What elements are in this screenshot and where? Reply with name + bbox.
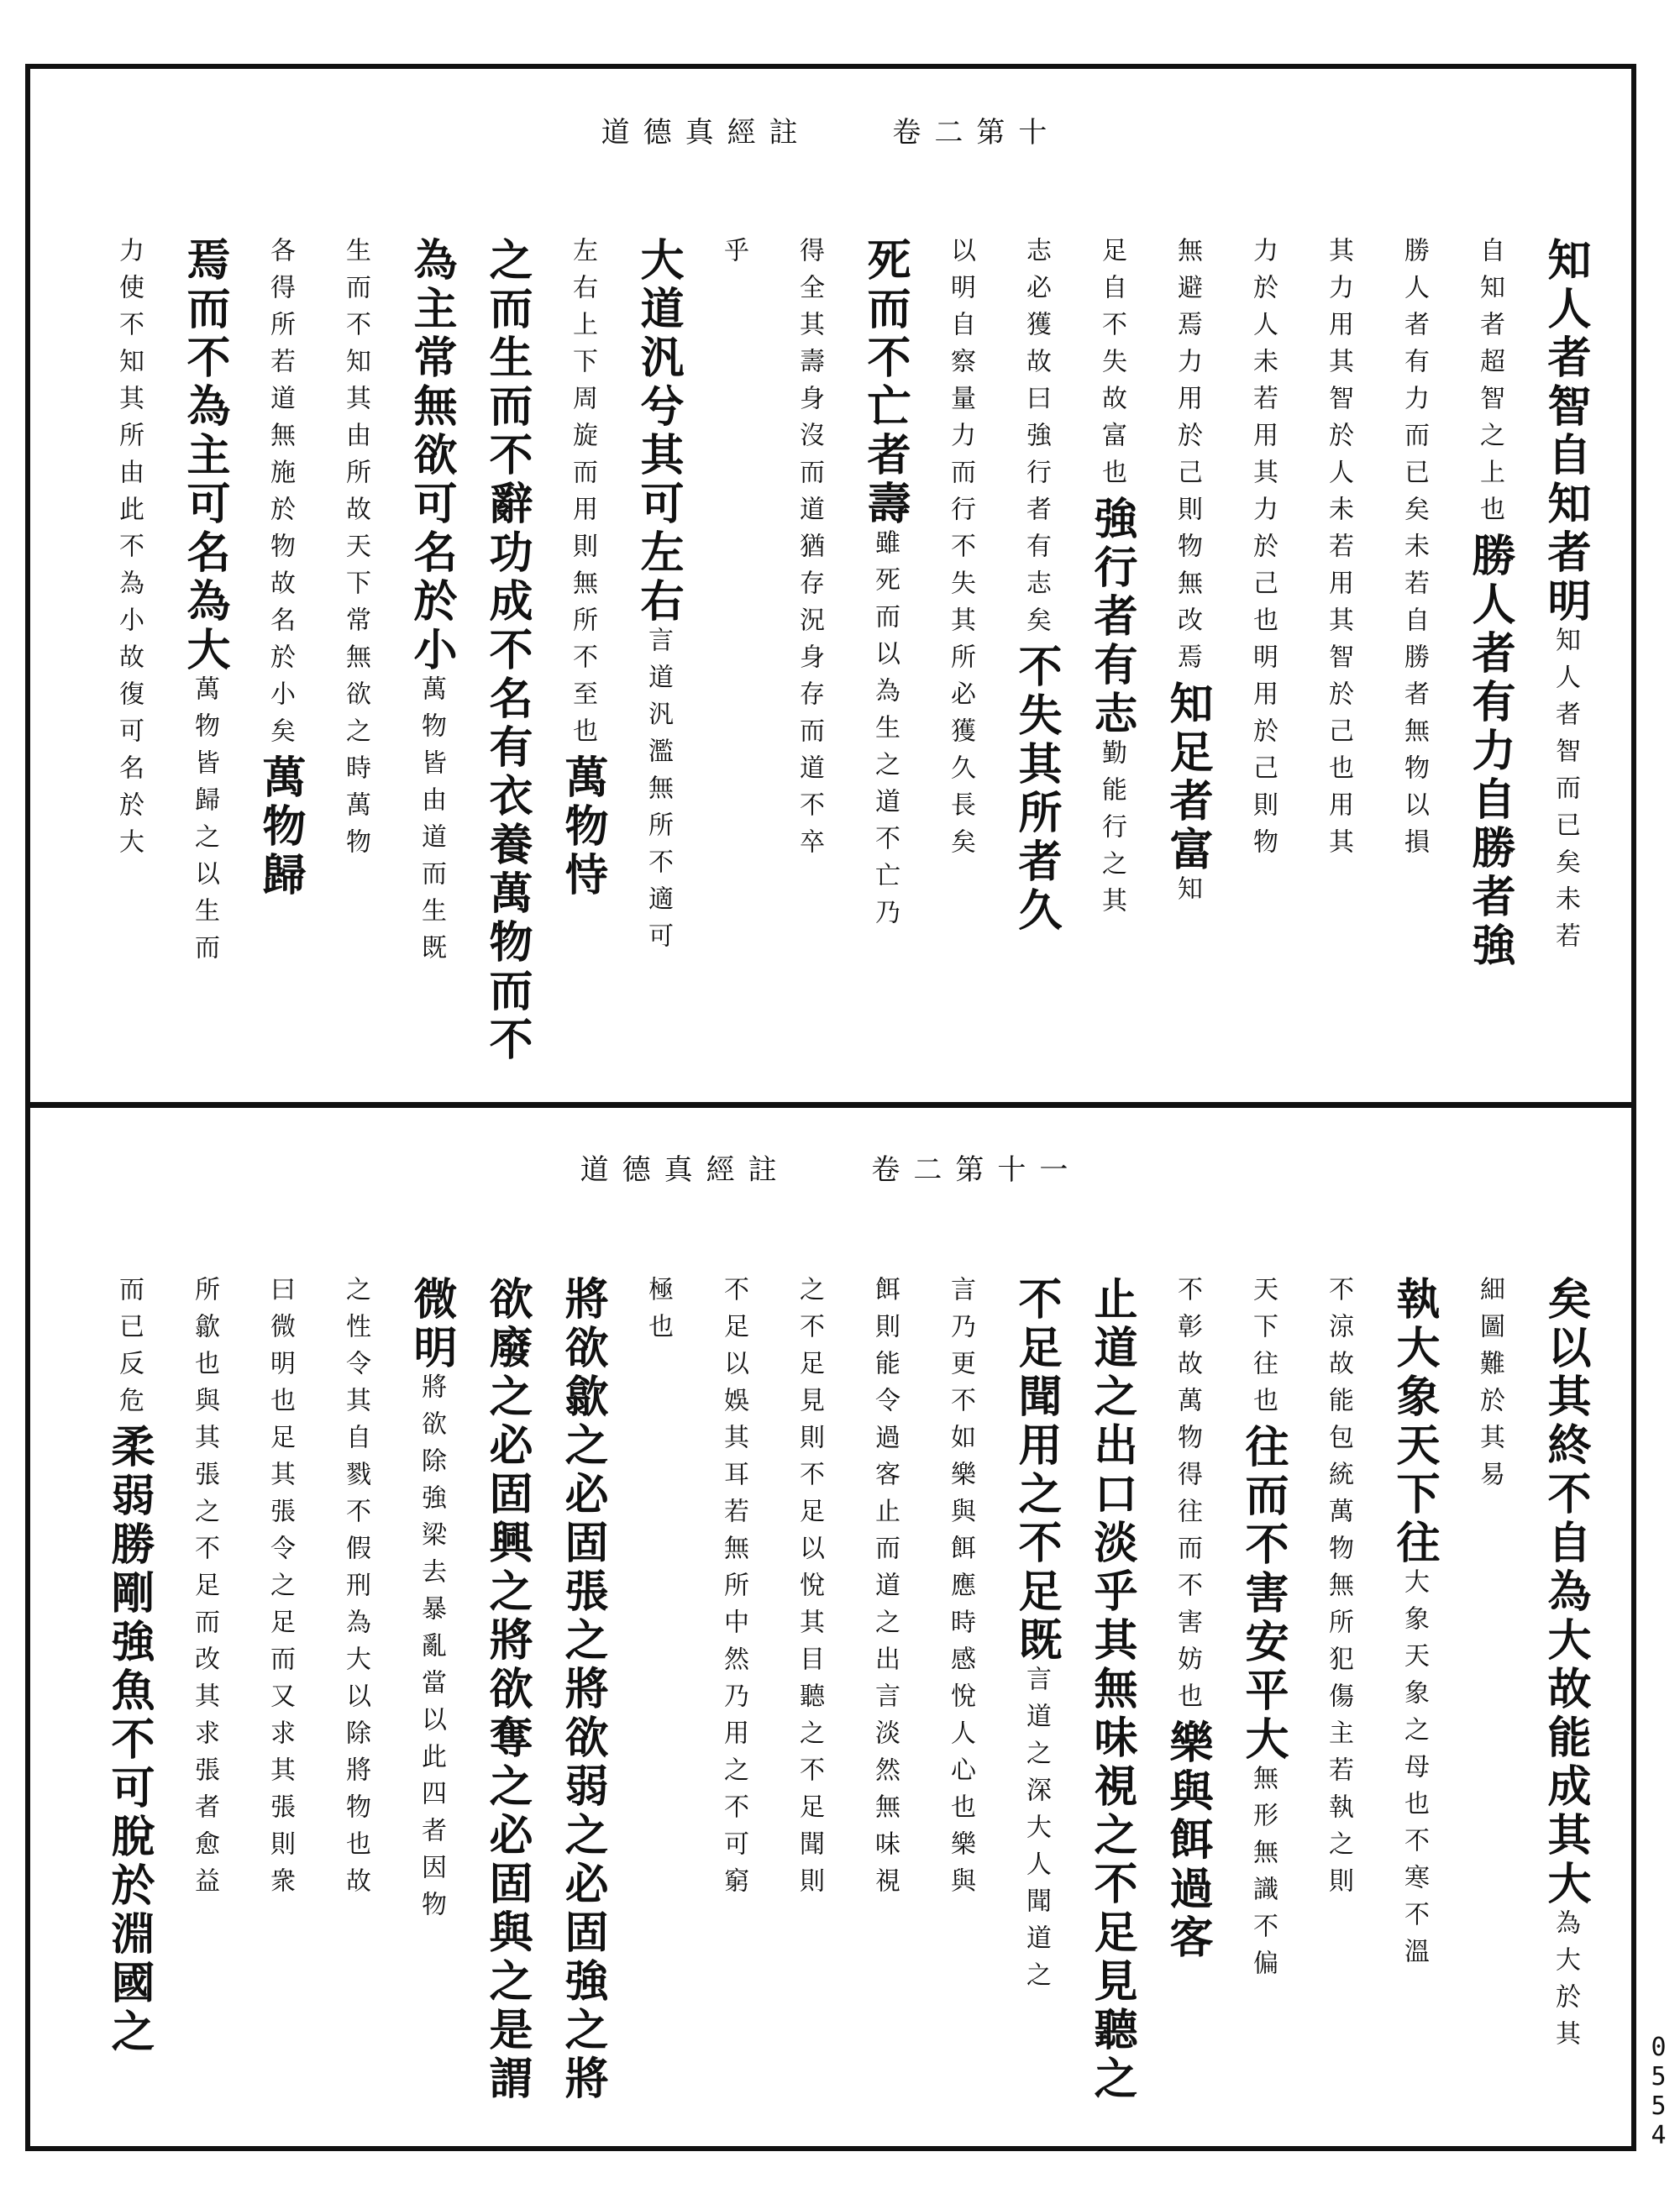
- text-column: [701, 1276, 766, 2133]
- text-column: [625, 237, 690, 1085]
- text-column: [323, 237, 388, 1085]
- text-column: [776, 237, 842, 1085]
- main-text: 樂與餌過客: [1162, 1719, 1213, 1963]
- main-text: 知人者智自知者明: [1540, 237, 1591, 627]
- main-text: 萬物恃: [557, 754, 608, 900]
- top-running-header: [30, 109, 1631, 150]
- commentary-text: 萬物皆由道而生既: [417, 675, 446, 971]
- page-number: 0554: [1644, 2033, 1673, 2150]
- commentary-text: 勤能行之其: [1097, 739, 1126, 924]
- main-text: 不足聞用之不足既: [1011, 1276, 1062, 1666]
- text-column: [247, 237, 312, 1085]
- main-text: 之而生而不辭功成不名有衣養萬物而不: [481, 237, 533, 1065]
- main-text: 將欲歙之必固張之將欲弱之必固強之將: [557, 1276, 608, 2104]
- text-column: [625, 1276, 690, 2133]
- commentary-text: 無形無識不偏: [1248, 1765, 1278, 1986]
- commentary-text: 其力用其智於人未若用其智於己也用其: [1324, 237, 1353, 865]
- text-column: [474, 1276, 539, 2133]
- text-column: [1154, 1276, 1220, 2133]
- commentary-text: 無避焉力用於己則物無改焉: [1173, 237, 1202, 680]
- main-text: 萬物歸: [255, 754, 306, 900]
- text-column: [1532, 1276, 1598, 2133]
- commentary-text: 天下往也: [1248, 1276, 1278, 1424]
- text-column: [776, 1276, 842, 2133]
- commentary-text: 各得所若道無施於物故名於小矣: [265, 237, 295, 754]
- text-column: [1532, 237, 1598, 1085]
- bottom-panel: [30, 1108, 1631, 2146]
- text-column: [1003, 237, 1068, 1085]
- top-header-title: 道德真經註: [601, 116, 811, 150]
- text-column: [549, 1276, 615, 2133]
- text-column: [1230, 1276, 1295, 2133]
- text-column: [398, 237, 464, 1085]
- text-column: [1154, 237, 1220, 1085]
- main-text: 焉而不為主可名為大: [179, 237, 230, 675]
- commentary-text: 不足以娛其耳若無所中然乃用之不可窮: [719, 1276, 748, 1904]
- text-column: [1305, 237, 1371, 1085]
- commentary-text: 知人者智而已矣未若: [1551, 627, 1580, 959]
- text-column: [1381, 1276, 1446, 2133]
- commentary-text: 以明自察量力而行不失其所必獲久長矣: [946, 237, 975, 865]
- main-text: 止道之出口淡乎其無味視之不足見聽之: [1086, 1276, 1137, 2104]
- text-column: [96, 1276, 161, 2133]
- commentary-text: 而已反危: [114, 1276, 144, 1424]
- commentary-text: 力使不知其所由此不為小故復可名於大: [114, 237, 144, 865]
- top-panel: [30, 69, 1631, 1102]
- commentary-text: 言道汎濫無所不適可: [643, 627, 673, 959]
- text-column: [549, 237, 615, 1085]
- main-text: 柔弱勝剛強魚不可脫於淵國之: [103, 1424, 155, 2057]
- panel-divider: [25, 1102, 1636, 1108]
- commentary-text: 之性令其自戮不假刑為大以除將物也故: [341, 1276, 370, 1904]
- bottom-header-title: 道德真經註: [580, 1153, 790, 1187]
- text-column: [474, 237, 539, 1085]
- commentary-text: 左右上下周旋而用則無所不至也: [568, 237, 597, 754]
- commentary-text: 細圖難於其易: [1475, 1276, 1504, 1498]
- commentary-text: 將欲除強梁去暴亂當以此四者因物: [417, 1373, 446, 1928]
- text-column: [1457, 237, 1522, 1085]
- text-column: [701, 237, 766, 1085]
- main-text: 為主常無欲可名於小: [406, 237, 457, 675]
- main-text: 不失其所者久: [1011, 643, 1062, 936]
- commentary-text: 餌則能令過客止而道之出言淡然無味視: [870, 1276, 900, 1904]
- main-text: 矣以其終不自為大故能成其大: [1540, 1276, 1591, 1909]
- main-text: 知足者富: [1162, 680, 1213, 875]
- commentary-text: 萬物皆歸之以生而: [190, 675, 219, 971]
- main-text: 死而不亡者壽: [859, 237, 911, 529]
- text-column: [171, 1276, 237, 2133]
- top-text-columns: [96, 237, 1598, 1085]
- text-column: [323, 1276, 388, 2133]
- commentary-text: 大象天象之母也不寒不溫: [1399, 1568, 1429, 1975]
- commentary-text: 之不足見則不足以悅其目聽之不足聞則: [795, 1276, 824, 1904]
- main-text: 微明: [406, 1276, 457, 1373]
- text-column: [96, 237, 161, 1085]
- commentary-text: 極也: [643, 1276, 673, 1350]
- commentary-text: 自知者超智之上也: [1475, 237, 1504, 533]
- main-text: 勝人者有力自勝者強: [1464, 533, 1515, 971]
- text-column: [1230, 237, 1295, 1085]
- text-column: [1457, 1276, 1522, 2133]
- main-text: 往而不害安平大: [1237, 1424, 1289, 1765]
- commentary-text: 雖死而以為生之道不亡乃: [870, 529, 900, 936]
- text-column: [1381, 237, 1446, 1085]
- commentary-text: 言乃更不如樂與餌應時感悅人心也樂與: [946, 1276, 975, 1904]
- main-text: 大道汎兮其可左右: [633, 237, 684, 627]
- commentary-text: 曰微明也足其張令之足而又求其張則衆: [265, 1276, 295, 1904]
- commentary-text: 不涼故能包統萬物無所犯傷主若執之則: [1324, 1276, 1353, 1904]
- commentary-text: 生而不知其由所故天下常無欲之時萬物: [341, 237, 370, 865]
- commentary-text: 乎: [719, 237, 748, 274]
- text-column: [1305, 1276, 1371, 2133]
- bottom-text-columns: [96, 1276, 1598, 2133]
- text-column: [1079, 237, 1144, 1085]
- commentary-text: 力於人未若用其力於己也明用於己則物: [1248, 237, 1278, 865]
- bottom-header-volume: 卷二第十一: [871, 1153, 1082, 1187]
- text-column: [1079, 1276, 1144, 2133]
- top-header-volume: 卷二第十: [892, 116, 1061, 150]
- text-column: [852, 237, 917, 1085]
- commentary-text: 言道之深大人聞道之: [1021, 1666, 1051, 1998]
- main-text: 強行者有志: [1086, 496, 1137, 739]
- text-column: [171, 237, 237, 1085]
- text-column: [398, 1276, 464, 2133]
- commentary-text: 志必獲故曰強行者有志矣: [1021, 237, 1051, 643]
- text-column: [247, 1276, 312, 2133]
- commentary-text: 為大於其: [1551, 1909, 1580, 2057]
- bottom-running-header: [30, 1147, 1631, 1188]
- commentary-text: 不彰故萬物得往而不害妨也: [1173, 1276, 1202, 1719]
- commentary-text: 勝人者有力而已矣未若自勝者無物以損: [1399, 237, 1429, 865]
- text-column: [852, 1276, 917, 2133]
- commentary-text: 得全其壽身沒而道猶存況身存而道不卒: [795, 237, 824, 865]
- main-text: 欲廢之必固興之將欲奪之必固與之是謂: [481, 1276, 533, 2104]
- main-text: 執大象天下往: [1389, 1276, 1440, 1568]
- commentary-text: 足自不失故富也: [1097, 237, 1126, 496]
- text-column: [927, 1276, 993, 2133]
- commentary-text: 知: [1173, 875, 1202, 912]
- commentary-text: 所歙也與其張之不足而改其求張者愈益: [190, 1276, 219, 1904]
- text-column: [1003, 1276, 1068, 2133]
- text-column: [927, 237, 993, 1085]
